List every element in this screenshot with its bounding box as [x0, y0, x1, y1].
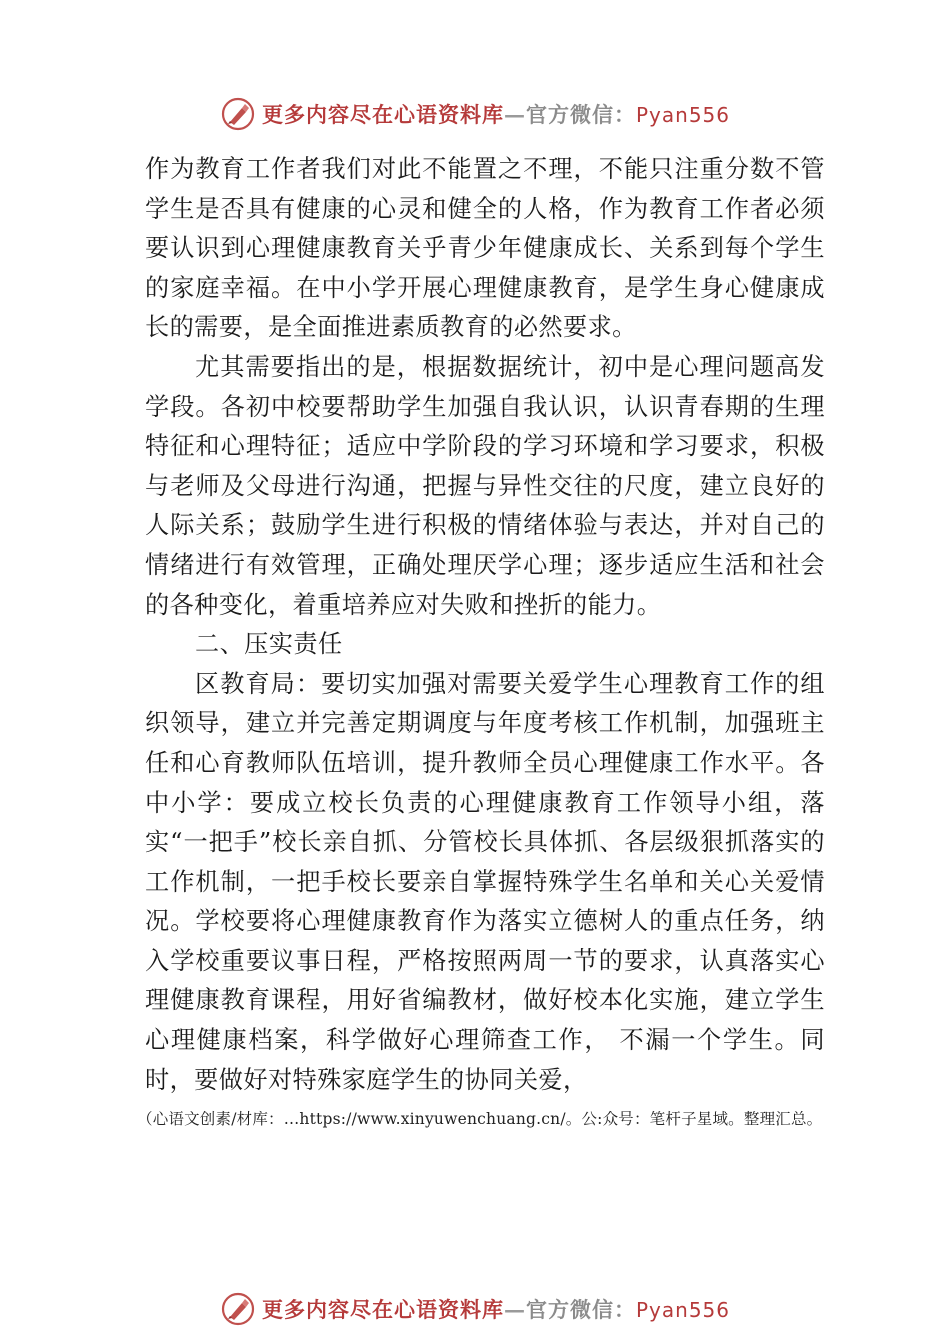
pen-nib-logo-icon [220, 96, 256, 132]
wechat-label: 官方微信： [525, 1297, 636, 1322]
document-body [145, 150, 825, 1100]
header-banner [0, 92, 950, 136]
section-heading: 二、压实责任 [195, 630, 343, 659]
banner-main-text: 更多内容尽在心语资料库 [261, 1297, 504, 1322]
wechat-id: Pyan556 [635, 103, 730, 127]
wechat-label: 官方微信： [525, 102, 636, 127]
wechat-id: Pyan556 [635, 1298, 730, 1322]
source-footnote: （心语文创素/材库：…https://www.xinyuwenchuang.cn/。公:众号：笔杆子星域。整理汇总。 [137, 1110, 823, 1128]
paragraph-2: 尤其需要指出的是，根据数据统计，初中是心理问题高发学段。各初中校要帮助学生加强自我认识，认识青春期的生理特征和心理特征；适应中学阶段的学习环境和学习要求，积极与老师及父母进行沟通，把握与异性交往的尺度，建立良好的人际关系；鼓励学生进行积极的情绪体验与表达，并对自己的情绪进行有效管理，正确处理厌学心理；逐步适应生活和社会的各种变化，着重培养应对失败和挫折的能力。 [145, 352, 825, 619]
banner-label [262, 1294, 730, 1324]
banner-separator: — [503, 1297, 526, 1322]
banner-main-text: 更多内容尽在心语资料库 [261, 102, 504, 127]
footer-banner [0, 1287, 950, 1331]
pen-nib-logo-icon [220, 1291, 256, 1327]
banner-separator: — [503, 102, 526, 127]
banner-label [262, 99, 730, 129]
paragraph-1: 作为教育工作者我们对此不能置之不理，不能只注重分数不管学生是否具有健康的心灵和健全的人格，作为教育工作者必须要认识到心理健康教育关乎青少年健康成长、关系到每个学生的家庭幸福。在中小学开展心理健康教育，是学生身心健康成长的需要，是全面推进素质教育的必然要求。 [145, 155, 825, 342]
paragraph-3: 区教育局：要切实加强对需要关爱学生心理教育工作的组织领导，建立并完善定期调度与年度考核工作机制，加强班主任和心育教师队伍培训，提升教师全员心理健康工作水平。各中小学：要成立校长负责的心理健康教育工作领导小组，落实“一把手”校长亲自抓、分管校长具体抓、各层级狠抓落实的工作机制，一把手校长要亲自掌握特殊学生名单和关心关爱情况。学校要将心理健康教育作为落实立德树人的重点任务，纳入学校重要议事日程，严格按照两周一节的要求，认真落实心理健康教育课程，用好省编教材，做好校本化实施，建立学生心理健康档案，科学做好心理筛查工作， 不漏一个学生。同时，要做好对特殊家庭学生的协同关爱， [145, 669, 825, 1094]
